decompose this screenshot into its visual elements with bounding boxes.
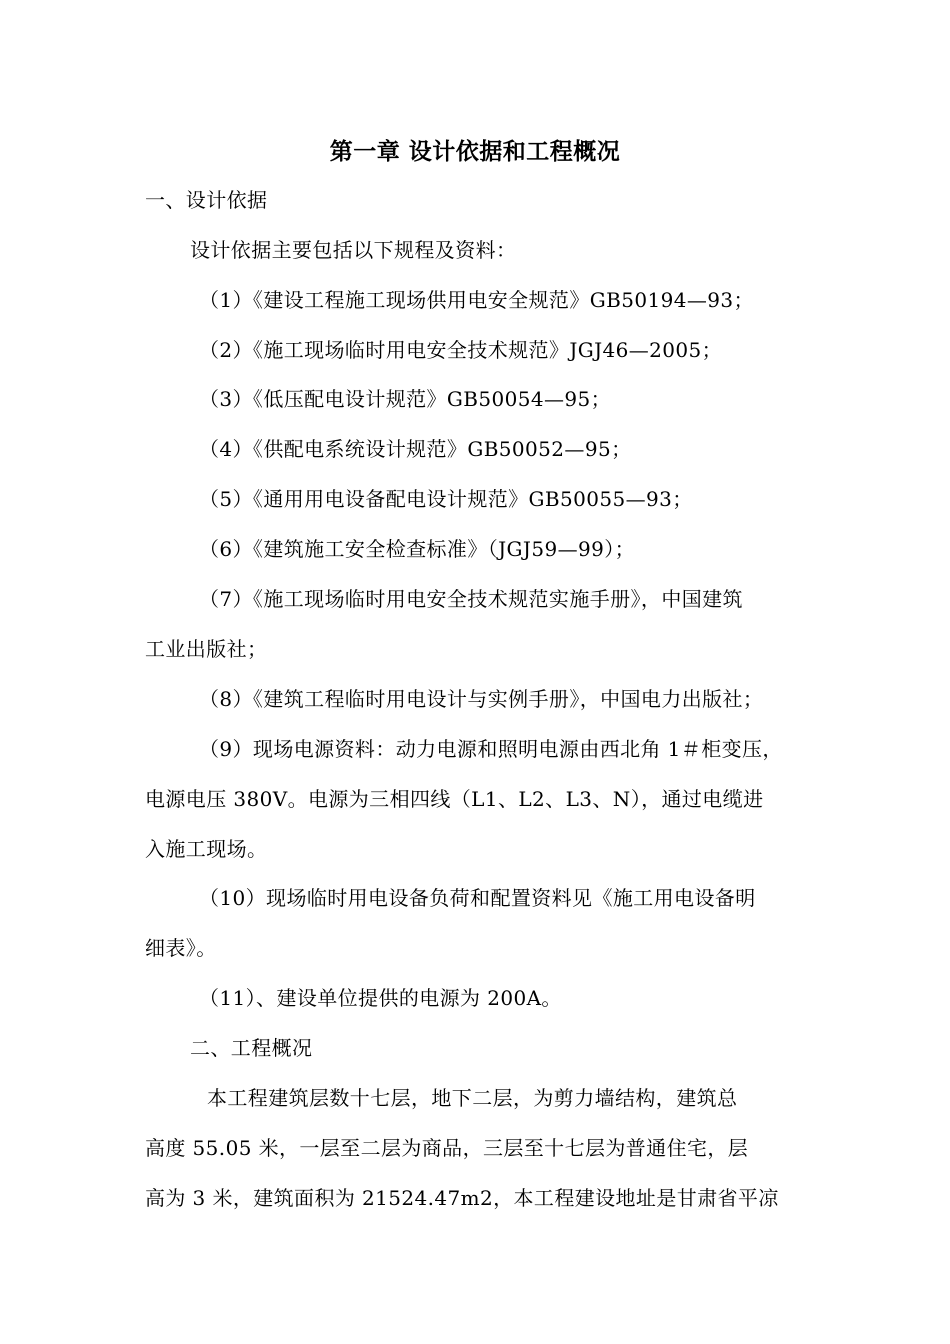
reference-item: （4）《供配电系统设计规范》GB50052—95；	[199, 437, 632, 461]
reference-item-11: （11）、建设单位提供的电源为 200A。	[199, 986, 562, 1010]
reference-item-7-line2: 工业出版社；	[145, 637, 268, 661]
overview-paragraph-line2: 高度 55.05 米，一层至二层为商品，三层至十七层为普通住宅，层	[145, 1136, 749, 1160]
reference-item-9-line2: 电源电压 380V。电源为三相四线（L1、L2、L3、N），通过电缆进	[145, 787, 764, 811]
reference-item-9-line1: （9）现场电源资料：动力电源和照明电源由西北角 1＃柜变压，	[199, 737, 783, 761]
reference-item: （5）《通用用电设备配电设计规范》GB50055—93；	[199, 487, 693, 511]
reference-item-9-line3: 入施工现场。	[145, 837, 268, 861]
reference-item: （6）《建筑施工安全检查标准》（JGJ59—99）；	[199, 537, 636, 561]
reference-item: （2）《施工现场临时用电安全技术规范》JGJ46—2005；	[199, 338, 723, 362]
chapter-title: 第一章 设计依据和工程概况	[329, 139, 621, 165]
reference-item-10-line2: 细表》。	[145, 936, 217, 960]
overview-paragraph-line1: 本工程建筑层数十七层，地下二层，为剪力墙结构，建筑总	[207, 1086, 738, 1110]
section-heading-design-basis: 一、设计依据	[145, 188, 268, 212]
reference-item-10-line1: （10）现场临时用电设备负荷和配置资料见《施工用电设备明	[199, 886, 756, 910]
overview-paragraph-line3: 高为 3 米，建筑面积为 21524.47m2，本工程建设地址是甘肃省平凉	[145, 1186, 779, 1210]
reference-item: （1）《建设工程施工现场供用电安全规范》GB50194—93；	[199, 288, 754, 312]
reference-item: （3）《低压配电设计规范》GB50054—95；	[199, 387, 612, 411]
reference-item-7-line1: （7）《施工现场临时用电安全技术规范实施手册》，中国建筑	[199, 587, 743, 611]
section-heading-project-overview: 二、工程概况	[190, 1036, 313, 1060]
intro-paragraph: 设计依据主要包括以下规程及资料：	[190, 238, 517, 262]
reference-item-8: （8）《建筑工程临时用电设计与实例手册》，中国电力出版社；	[199, 687, 764, 711]
